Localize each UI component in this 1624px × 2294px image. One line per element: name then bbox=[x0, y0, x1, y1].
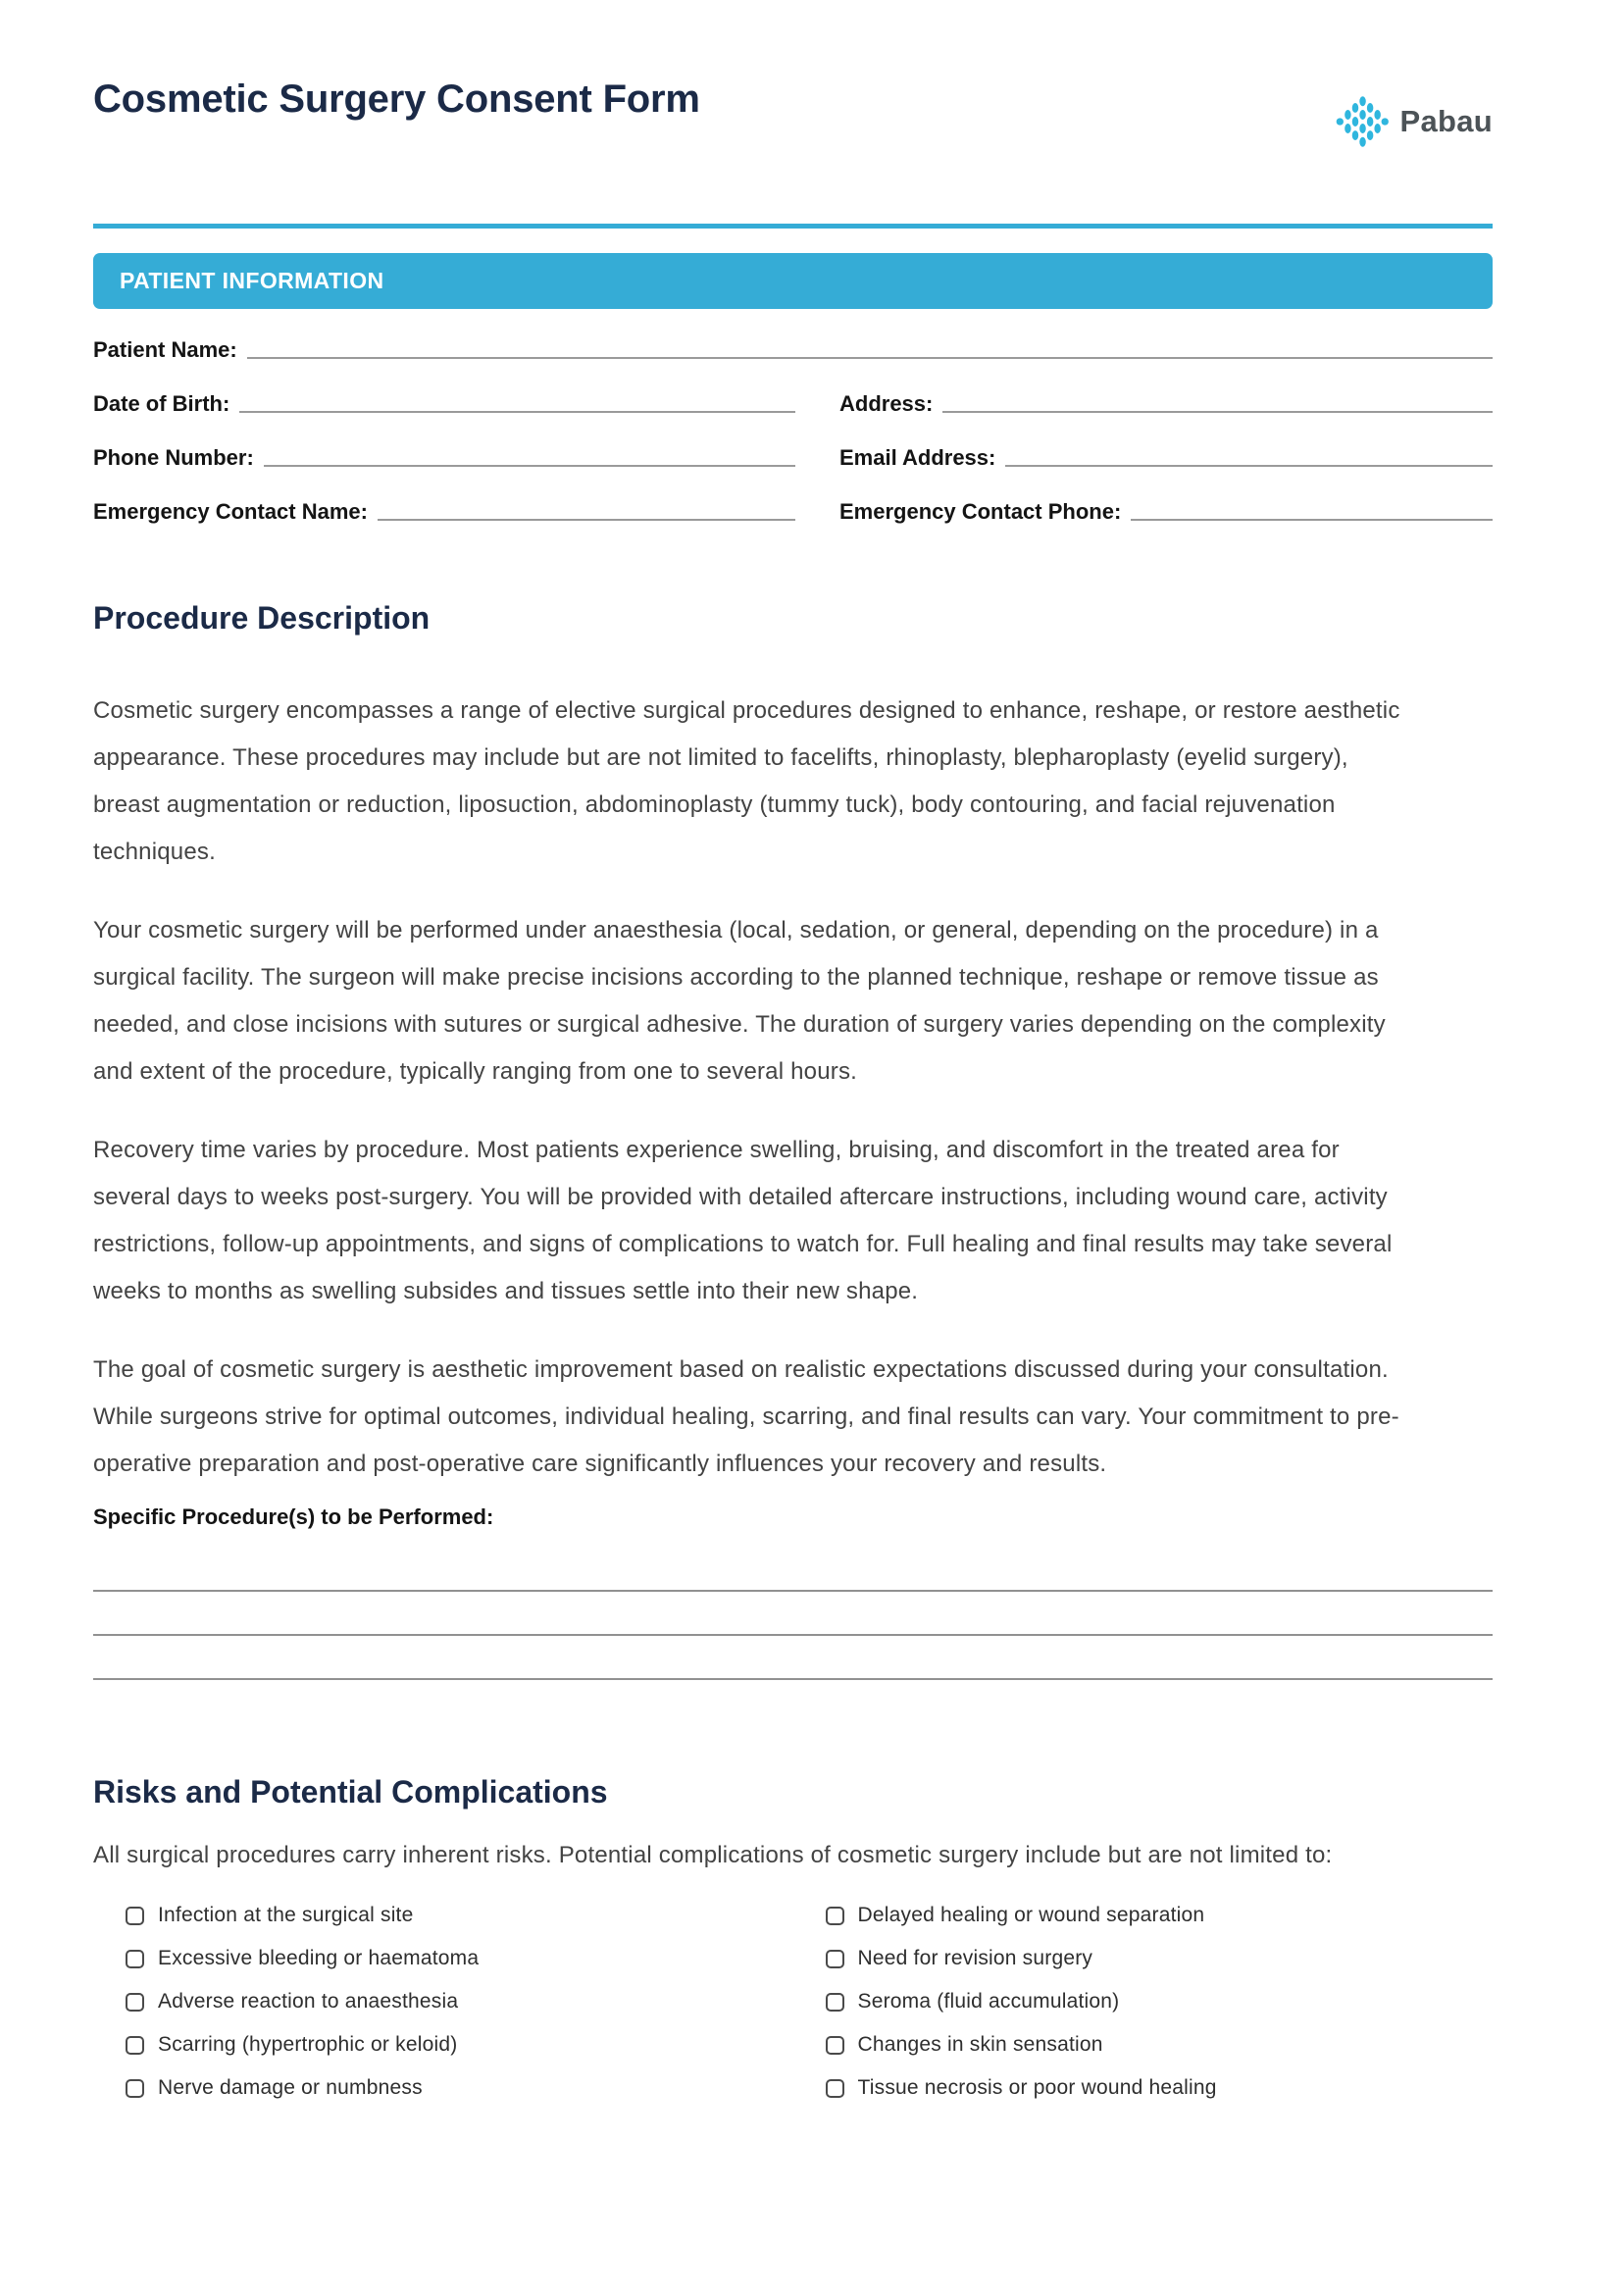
field-line-emergency-name[interactable] bbox=[378, 519, 795, 521]
field-line-emergency-phone[interactable] bbox=[1131, 519, 1493, 521]
field-row-phone bbox=[93, 444, 795, 472]
procedure-paragraph-1: Cosmetic surgery encompasses a range of elective surgical procedures designed to enhance, reshape, or restore aesthetic appearance. These procedures may include but are not limited to facelifts, rhinoplasty, blepharoplasty (eyelid surgery), breast augmentation or reduction, liposuction, abdominoplasty (tummy tuck), body contouring, and facial rejuvenation techniques. bbox=[93, 697, 1400, 865]
patient-info-grid bbox=[93, 390, 1493, 526]
risk-item-label: Need for revision surgery bbox=[857, 1947, 1093, 1969]
risks-intro: All surgical procedures carry inherent risks. Potential complications of cosmetic surgery include but are not limited to: bbox=[93, 1842, 1333, 1868]
risks-heading: Risks and Potential Complications bbox=[93, 1774, 608, 1810]
risk-item-label: Seroma (fluid accumulation) bbox=[857, 1990, 1120, 2013]
field-row-emergency-name bbox=[93, 498, 795, 526]
title-divider bbox=[93, 224, 1493, 229]
risk-item-label: Adverse reaction to anaesthesia bbox=[158, 1990, 459, 2013]
field-label-email: Email Address: bbox=[839, 445, 996, 470]
field-row-patient-name bbox=[93, 336, 1493, 364]
risk-checkbox-tissue-necrosis[interactable] bbox=[826, 2079, 844, 2098]
risk-checkbox-nerve-damage[interactable] bbox=[126, 2079, 144, 2098]
specific-procedures-write-line-3[interactable] bbox=[93, 1678, 1493, 1680]
field-row-dob bbox=[93, 390, 795, 418]
field-row-address bbox=[839, 390, 1493, 418]
risk-item bbox=[826, 1991, 1494, 2013]
field-label-emergency-phone: Emergency Contact Phone: bbox=[839, 499, 1122, 524]
document-header bbox=[93, 76, 1493, 147]
field-line-address[interactable] bbox=[942, 411, 1493, 413]
risks-checklist-left-column bbox=[93, 1905, 793, 2099]
patient-info-header-label: PATIENT INFORMATION bbox=[120, 268, 384, 293]
risk-item bbox=[826, 2034, 1494, 2056]
field-label-emergency-name: Emergency Contact Name: bbox=[93, 499, 368, 524]
risk-item-label: Nerve damage or numbness bbox=[158, 2076, 423, 2099]
risk-item-label: Tissue necrosis or poor wound healing bbox=[857, 2076, 1217, 2099]
specific-procedures-write-line-2[interactable] bbox=[93, 1634, 1493, 1636]
risk-item-label: Delayed healing or wound separation bbox=[857, 1904, 1205, 1926]
procedure-paragraph-2: Your cosmetic surgery will be performed under anaesthesia (local, sedation, or general, depending on the procedure) in a surgical facility. The surgeon will make precise incisions according to the planned technique, reshape or remove tissue as needed, and close incisions with sutures or surgical adhesive. The duration of surgery varies depending on the complexity and extent of the procedure, typically ranging from one to several hours. bbox=[93, 917, 1386, 1085]
risk-checkbox-delayed-healing[interactable] bbox=[826, 1907, 844, 1925]
field-line-dob[interactable] bbox=[239, 411, 795, 413]
specific-procedures-label: Specific Procedure(s) to be Performed: bbox=[93, 1504, 494, 1529]
procedure-paragraph-3: Recovery time varies by procedure. Most patients experience swelling, bruising, and discomfort in the treated area for several days to weeks post-surgery. You will be provided with detailed aftercare instructions, including wound care, activity restrictions, follow-up appointments, and signs of complications to watch for. Full healing and final results may take several weeks to months as swelling subsides and tissues settle into their new shape. bbox=[93, 1137, 1393, 1304]
risk-checkbox-seroma[interactable] bbox=[826, 1993, 844, 2012]
risk-item bbox=[126, 1948, 793, 1969]
risk-item bbox=[126, 1991, 793, 2013]
pabau-logo bbox=[1336, 96, 1493, 147]
page-title: Cosmetic Surgery Consent Form bbox=[93, 77, 700, 121]
field-label-patient-name: Patient Name: bbox=[93, 337, 237, 362]
procedure-description-heading: Procedure Description bbox=[93, 600, 431, 636]
risk-item bbox=[826, 2077, 1494, 2099]
field-line-patient-name[interactable] bbox=[247, 357, 1493, 359]
risk-item-label: Infection at the surgical site bbox=[158, 1904, 414, 1926]
risk-item bbox=[826, 1948, 1494, 1969]
field-row-email bbox=[839, 444, 1493, 472]
risk-item bbox=[126, 1905, 793, 1926]
patient-info-header bbox=[93, 253, 1493, 309]
field-label-dob: Date of Birth: bbox=[93, 391, 230, 416]
risk-item bbox=[126, 2077, 793, 2099]
risk-item-label: Excessive bleeding or haematoma bbox=[158, 1947, 480, 1969]
specific-procedures-write-line-1[interactable] bbox=[93, 1590, 1493, 1592]
field-line-phone[interactable] bbox=[264, 465, 795, 467]
risk-checkbox-revision-surgery[interactable] bbox=[826, 1950, 844, 1968]
field-label-address: Address: bbox=[839, 391, 934, 416]
field-label-phone: Phone Number: bbox=[93, 445, 254, 470]
field-row-emergency-phone bbox=[839, 498, 1493, 526]
pabau-logo-text: Pabau bbox=[1399, 104, 1493, 138]
risk-item-label: Changes in skin sensation bbox=[857, 2033, 1103, 2056]
pabau-logo-icon bbox=[1336, 96, 1389, 147]
risk-checkbox-skin-sensation[interactable] bbox=[826, 2036, 844, 2055]
risks-checklist-right-column bbox=[793, 1905, 1494, 2099]
risks-checklist bbox=[93, 1905, 1493, 2099]
risk-checkbox-infection[interactable] bbox=[126, 1907, 144, 1925]
risk-item-label: Scarring (hypertrophic or keloid) bbox=[158, 2033, 458, 2056]
risk-checkbox-bleeding[interactable] bbox=[126, 1950, 144, 1968]
risk-item bbox=[826, 1905, 1494, 1926]
procedure-paragraph-4: The goal of cosmetic surgery is aesthetic improvement based on realistic expectations discussed during your consultation. While surgeons strive for optimal outcomes, individual healing, scarring, and final results can vary. Your commitment to pre-operative preparation and post-operative care significantly influences your recovery and results. bbox=[93, 1356, 1399, 1477]
risk-checkbox-anaesthesia-reaction[interactable] bbox=[126, 1993, 144, 2012]
field-line-email[interactable] bbox=[1005, 465, 1493, 467]
risk-checkbox-scarring[interactable] bbox=[126, 2036, 144, 2055]
risk-item bbox=[126, 2034, 793, 2056]
